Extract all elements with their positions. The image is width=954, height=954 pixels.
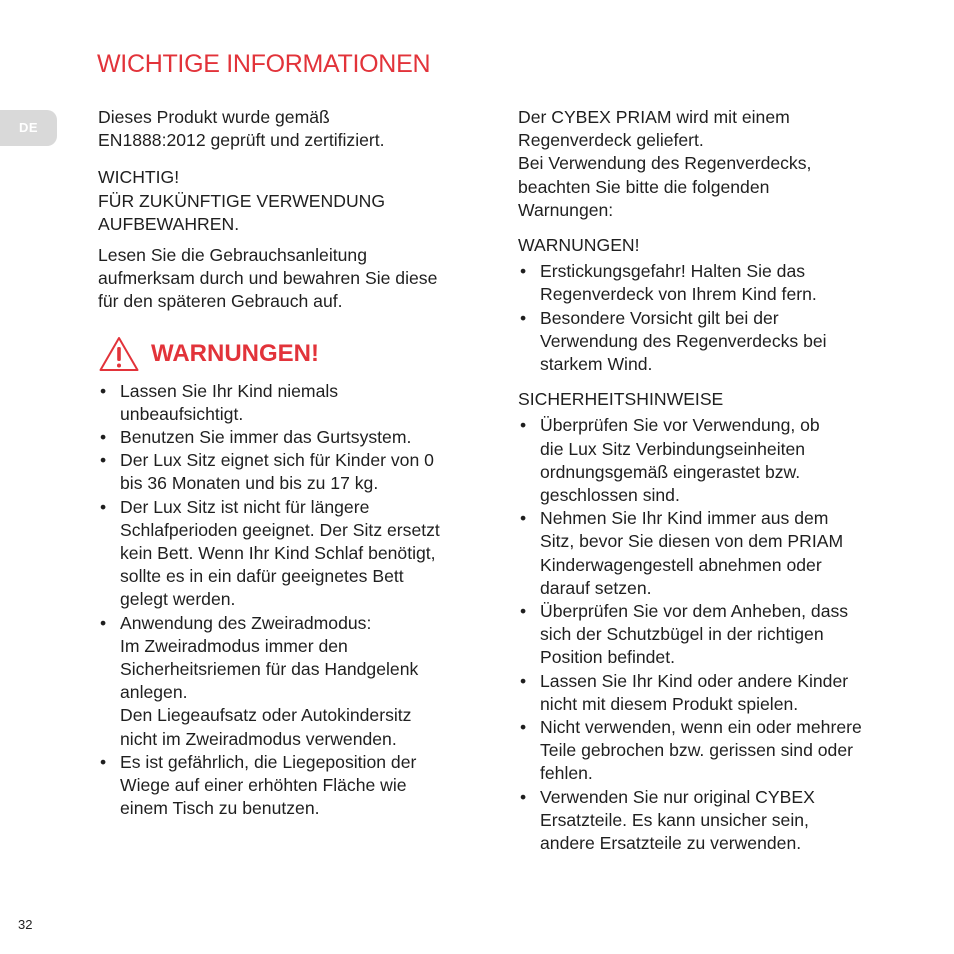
text-line: Dieses Produkt wurde gemäß xyxy=(98,107,330,127)
text-line: andere Ersatzteile zu verwenden. xyxy=(540,833,802,854)
list-item xyxy=(98,449,493,495)
text-line: • Der Lux Sitz eignet sich für Kinder von 0 xyxy=(120,450,434,471)
text-line: • Der Lux Sitz ist nicht für längere xyxy=(120,496,370,517)
text-line: Den Liegeaufsatz oder Autokindersitz xyxy=(120,705,412,726)
warnings-heading xyxy=(98,334,493,374)
warning-triangle-icon xyxy=(98,335,140,373)
text-line: gelegt werden. xyxy=(120,589,236,610)
text-line: ordnungsgemäß eingerastet bzw. xyxy=(540,461,801,482)
list-item xyxy=(518,716,918,786)
text-line: aufmerksam durch und bewahren Sie diese xyxy=(98,268,438,289)
list-item xyxy=(518,414,918,507)
text-line: Der CYBEX PRIAM wird mit einem xyxy=(518,107,790,127)
text-line: Bei Verwendung des Regenverdecks, xyxy=(518,153,812,174)
right-column xyxy=(518,106,918,855)
intro-paragraph xyxy=(98,106,493,152)
text-line: sollte es in ein dafür geeignetes Bett xyxy=(120,566,404,587)
page-title: WICHTIGE INFORMATIONEN xyxy=(97,50,431,78)
text-line: Warnungen: xyxy=(518,199,614,220)
text-line: Verwendung des Regenverdecks bei xyxy=(540,330,827,351)
list-item xyxy=(518,600,918,670)
list-item xyxy=(518,260,918,306)
text-line: • Lassen Sie Ihr Kind oder andere Kinder xyxy=(540,670,849,691)
text-line: anlegen. xyxy=(120,682,188,703)
text-line: Position befindet. xyxy=(540,647,675,668)
text-line: • Anwendung des Zweiradmodus: xyxy=(120,612,372,633)
text-line: nicht im Zweiradmodus verwenden. xyxy=(120,728,397,749)
text-line: Ersatzteile. Es kann unsicher sein, xyxy=(540,809,809,830)
warnings-list xyxy=(98,380,493,821)
left-column xyxy=(98,106,493,820)
language-tab: DE xyxy=(0,110,57,146)
important-notice xyxy=(98,166,493,236)
text-line: • Nicht verwenden, wenn ein oder mehrere xyxy=(540,717,862,738)
text-line: • Es ist gefährlich, die Liegeposition der xyxy=(120,751,417,772)
list-item xyxy=(98,612,493,751)
page-number: 32 xyxy=(18,917,33,932)
read-instructions-paragraph xyxy=(98,244,493,314)
text-line: Im Zweiradmodus immer den xyxy=(120,635,348,656)
safety-heading: SICHERHEITSHINWEISE xyxy=(518,389,724,410)
text-line: einem Tisch zu benutzen. xyxy=(120,798,320,819)
text-line: • Nehmen Sie Ihr Kind immer aus dem xyxy=(540,508,829,529)
text-line: • Verwenden Sie nur original CYBEX xyxy=(540,786,815,807)
list-item xyxy=(518,786,918,856)
text-line: kein Bett. Wenn Ihr Kind Schlaf benötigt, xyxy=(120,543,436,564)
text-line: Lesen Sie die Gebrauchsanleitung xyxy=(98,245,367,266)
text-line: FÜR ZUKÜNFTIGE VERWENDUNG xyxy=(98,190,386,211)
text-line: • Benutzen Sie immer das Gurtsystem. xyxy=(120,427,412,448)
rain-warnings-heading: WARNUNGEN! xyxy=(518,235,640,256)
text-line: Sitz, bevor Sie diesen von dem PRIAM xyxy=(540,531,844,552)
text-line: starkem Wind. xyxy=(540,354,653,375)
rain-warnings-list xyxy=(518,260,918,376)
text-line: Wiege auf einer erhöhten Fläche wie xyxy=(120,775,407,796)
text-line: Kinderwagengestell abnehmen oder xyxy=(540,554,822,575)
list-item xyxy=(98,496,493,612)
text-line: • Überprüfen Sie vor dem Anheben, dass xyxy=(540,601,849,622)
rain-cover-intro xyxy=(518,106,918,222)
text-line: geschlossen sind. xyxy=(540,485,680,506)
text-line: AUFBEWAHREN. xyxy=(98,213,240,234)
text-line: • Überprüfen Sie vor Verwendung, ob xyxy=(540,415,820,436)
text-line: Regenverdeck geliefert. xyxy=(518,130,704,151)
text-line: bis 36 Monaten und bis zu 17 kg. xyxy=(120,473,379,494)
list-item xyxy=(518,670,918,716)
text-line: darauf setzen. xyxy=(540,577,652,598)
warnings-heading-text: WARNUNGEN! xyxy=(151,339,319,367)
text-line: • Besondere Vorsicht gilt bei der xyxy=(540,307,779,328)
text-line: fehlen. xyxy=(540,763,593,784)
text-line: EN1888:2012 geprüft und zertifiziert. xyxy=(98,130,385,151)
text-line: sich der Schutzbügel in der richtigen xyxy=(540,624,824,645)
text-line: • Erstickungsgefahr! Halten Sie das xyxy=(540,261,806,282)
safety-list xyxy=(518,414,918,855)
list-item xyxy=(518,507,918,600)
list-item xyxy=(98,426,493,449)
text-line: nicht mit diesem Produkt spielen. xyxy=(540,693,799,714)
text-line: beachten Sie bitte die folgenden xyxy=(518,176,770,197)
list-item xyxy=(98,380,493,426)
text-line: Schlafperioden geeignet. Der Sitz ersetzt xyxy=(120,519,440,540)
text-line: • Lassen Sie Ihr Kind niemals xyxy=(120,380,339,401)
text-line: Teile gebrochen bzw. gerissen sind oder xyxy=(540,740,853,761)
text-line: die Lux Sitz Verbindungseinheiten xyxy=(540,438,806,459)
text-line: Regenverdeck von Ihrem Kind fern. xyxy=(540,284,817,305)
text-line: unbeaufsichtigt. xyxy=(120,403,244,424)
list-item xyxy=(98,751,493,821)
text-line: WICHTIG! xyxy=(98,167,180,188)
text-line: für den späteren Gebrauch auf. xyxy=(98,291,343,312)
list-item xyxy=(518,307,918,377)
text-line: Sicherheitsriemen für das Handgelenk xyxy=(120,659,419,680)
